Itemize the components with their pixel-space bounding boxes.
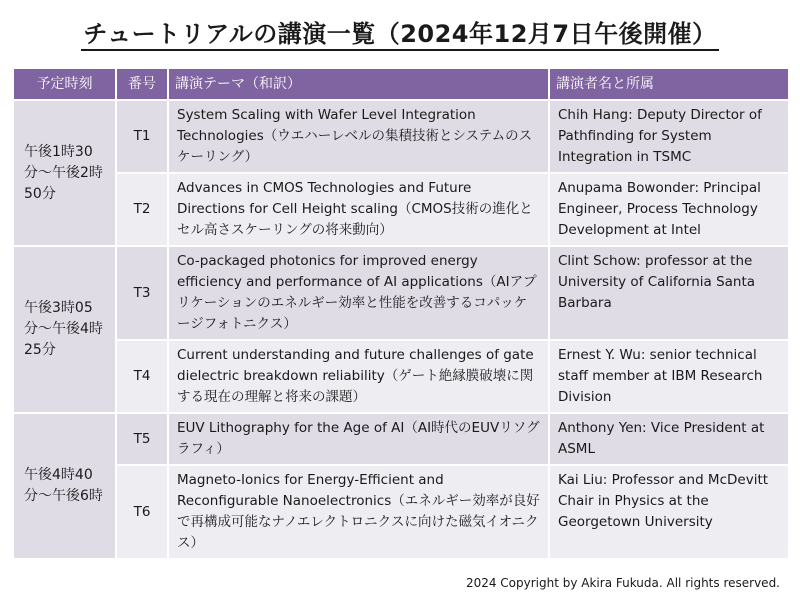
table-row — [13, 173, 789, 246]
table-row — [13, 340, 789, 413]
talk-speaker: Chih Hang: Deputy Director of Pathfinding for System Integration in TSMC — [549, 100, 789, 173]
talk-number: T1 — [116, 100, 168, 173]
table-row — [13, 465, 789, 559]
header-row — [13, 68, 789, 100]
talk-topic: Co-packaged photonics for improved energy efficiency and performance of AI applications（AIアプリケーションのエネルギー効率と性能を改善するコパッケージフォトニクス） — [168, 246, 549, 340]
talk-topic: Advances in CMOS Technologies and Future Directions for Cell Height scaling（CMOS技術の進化とセル高さスケーリングの将来動向） — [168, 173, 549, 246]
header-number: 番号 — [116, 68, 168, 100]
talk-topic: EUV Lithography for the Age of AI（AI時代のEUVリソグラフィ） — [168, 413, 549, 465]
time-slot-2: 午後3時05分～午後4時25分 — [13, 246, 116, 413]
talk-number: T2 — [116, 173, 168, 246]
talk-speaker: Clint Schow: professor at the University of California Santa Barbara — [549, 246, 789, 340]
talk-speaker: Ernest Y. Wu: senior technical staff member at IBM Research Division — [549, 340, 789, 413]
talk-topic: Magneto-Ionics for Energy-Efficient and Reconfigurable Nanoelectronics（エネルギー効率が良好で再構成可能なナノエレクトロニクスに向けた磁気イオニクス） — [168, 465, 549, 559]
header-topic: 講演テーマ（和訳） — [168, 68, 549, 100]
time-slot-3: 午後4時40分～午後6時 — [13, 413, 116, 559]
copyright-footer: 2024 Copyright by Akira Fukuda. All rights reserved. — [465, 576, 780, 590]
page-title — [0, 14, 800, 49]
talk-topic: Current understanding and future challenges of gate dielectric breakdown reliability（ゲート絶縁膜破壊に関する現在の理解と将来の課題） — [168, 340, 549, 413]
talk-topic: System Scaling with Wafer Level Integration Technologies（ウエハーレベルの集積技術とシステムのスケーリング） — [168, 100, 549, 173]
table-row — [13, 413, 789, 465]
talk-number: T4 — [116, 340, 168, 413]
page-title-text: チュートリアルの講演一覧（2024年12月7日午後開催） — [81, 20, 718, 51]
tutorial-schedule-table — [12, 67, 790, 560]
table-row — [13, 246, 789, 340]
talk-number: T3 — [116, 246, 168, 340]
time-slot-1: 午後1時30分～午後2時50分 — [13, 100, 116, 246]
talk-speaker: Anthony Yen: Vice President at ASML — [549, 413, 789, 465]
header-speaker: 講演者名と所属 — [549, 68, 789, 100]
table-row — [13, 100, 789, 173]
talk-number: T5 — [116, 413, 168, 465]
talk-speaker: Anupama Bowonder: Principal Engineer, Process Technology Development at Intel — [549, 173, 789, 246]
talk-number: T6 — [116, 465, 168, 559]
header-time: 予定時刻 — [13, 68, 116, 100]
talk-speaker: Kai Liu: Professor and McDevitt Chair in Physics at the Georgetown University — [549, 465, 789, 559]
